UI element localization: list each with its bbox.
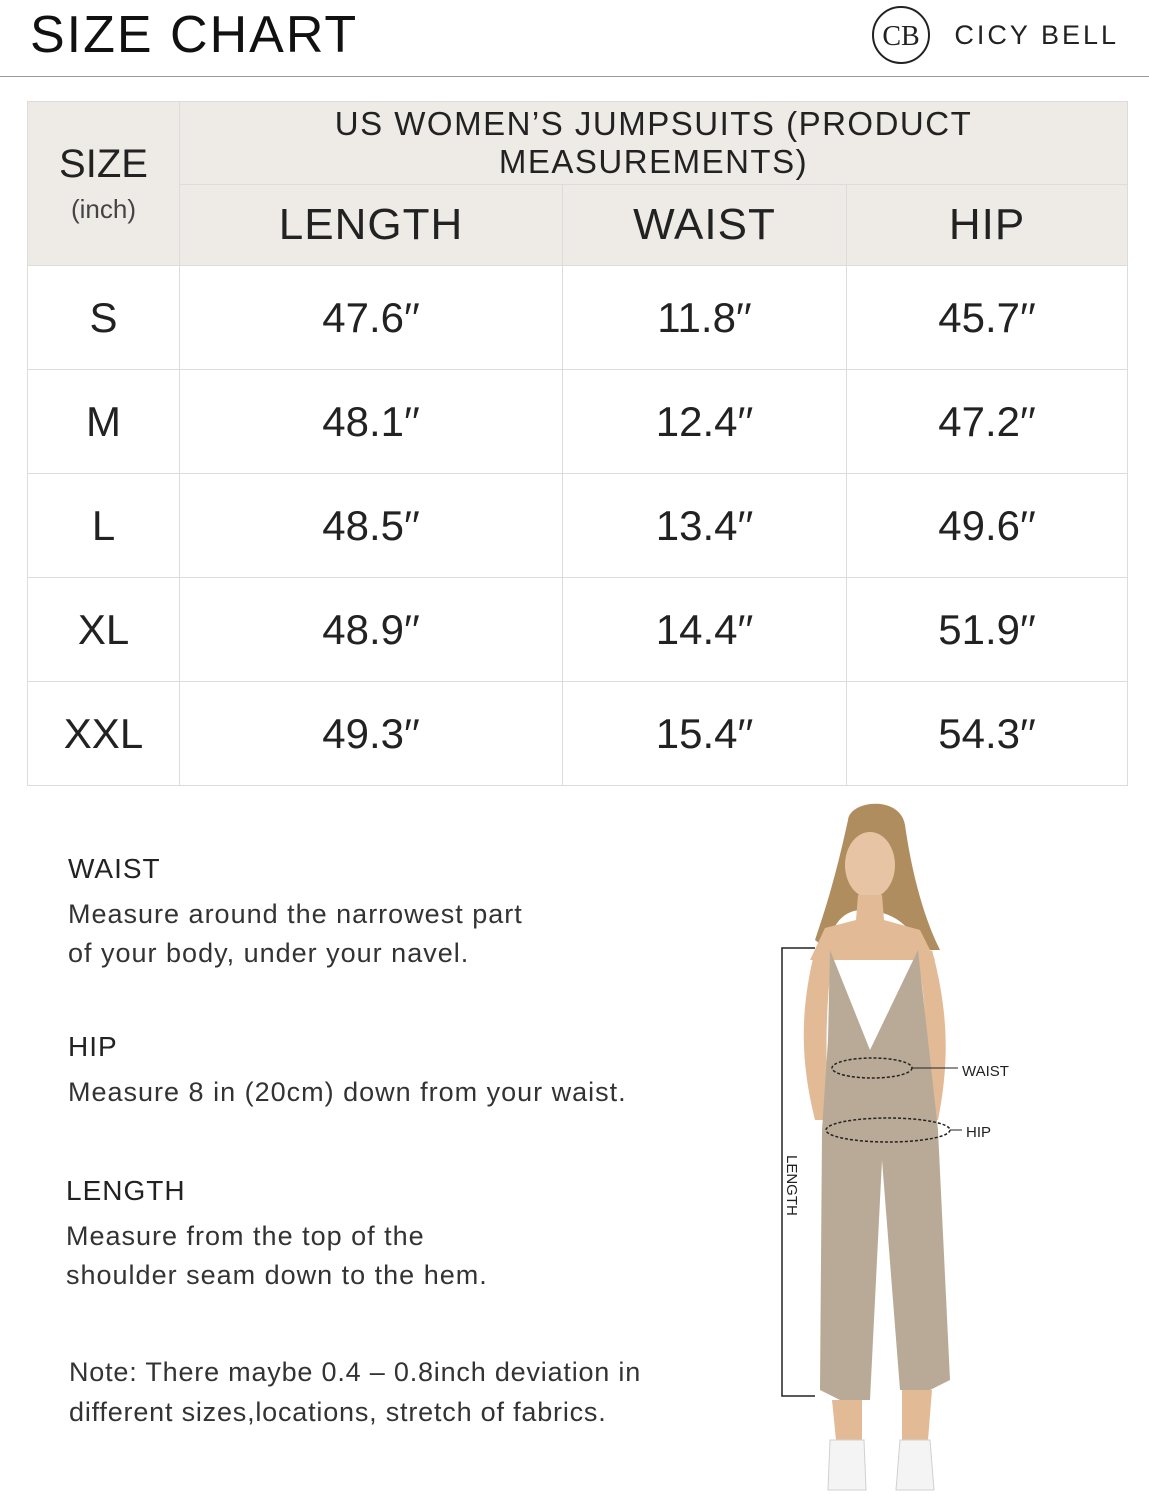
- size-label: SIZE: [59, 142, 148, 186]
- hip-guide: [68, 1031, 627, 1112]
- hip-value: 51.9′′: [847, 578, 1128, 682]
- group-title: US WOMEN’S JUMPSUITS (PRODUCT MEASUREMENTS): [180, 102, 1128, 185]
- hip-text: Measure 8 in (20cm) down from your waist.: [68, 1077, 627, 1107]
- hip-value: 49.6′′: [847, 474, 1128, 578]
- table-row: [28, 474, 1128, 578]
- waist-text-line: Measure around the narrowest part: [68, 899, 523, 929]
- length-value: 47.6′′: [180, 266, 563, 370]
- length-text-line: shoulder seam down to the hem.: [66, 1260, 488, 1290]
- length-value: 48.5′′: [180, 474, 563, 578]
- header-divider: [0, 76, 1149, 77]
- column-header-waist: WAIST: [563, 185, 847, 266]
- waist-value: 14.4′′: [563, 578, 847, 682]
- size-value: XXL: [28, 682, 180, 786]
- length-label: LENGTH: [783, 1155, 800, 1216]
- size-value: M: [28, 370, 180, 474]
- hip-value: 47.2′′: [847, 370, 1128, 474]
- waist-heading: WAIST: [68, 853, 161, 884]
- unit-label: (inch): [70, 194, 136, 224]
- right-ankle-shape: [902, 1390, 932, 1440]
- length-value: 48.9′′: [180, 578, 563, 682]
- table-row: [28, 682, 1128, 786]
- waist-value: 12.4′′: [563, 370, 847, 474]
- length-guide: [66, 1175, 488, 1295]
- hip-value: 54.3′′: [847, 682, 1128, 786]
- table-row: [28, 578, 1128, 682]
- column-header-hip: HIP: [847, 185, 1128, 266]
- left-shoe-shape: [828, 1440, 866, 1490]
- face-shape: [845, 832, 895, 898]
- length-value: 48.1′′: [180, 370, 563, 474]
- length-value: 49.3′′: [180, 682, 563, 786]
- size-value: L: [28, 474, 180, 578]
- page-title: SIZE CHART: [30, 6, 359, 64]
- waist-label: WAIST: [962, 1063, 1009, 1080]
- brand-name: CICY BELL: [954, 19, 1119, 50]
- size-table: [27, 101, 1128, 786]
- note-line: Note: There maybe 0.4 – 0.8inch deviation in: [69, 1357, 642, 1387]
- left-ankle-shape: [832, 1400, 862, 1440]
- waist-value: 15.4′′: [563, 682, 847, 786]
- hip-label: HIP: [966, 1124, 992, 1141]
- waist-value: 11.8′′: [563, 266, 847, 370]
- length-heading: LENGTH: [66, 1175, 186, 1206]
- model-figure: [770, 800, 1030, 1500]
- brand-monogram: CB: [882, 21, 921, 52]
- hip-value: 45.7′′: [847, 266, 1128, 370]
- brand: [870, 6, 1119, 64]
- waist-text-line: of your body, under your navel.: [68, 938, 470, 968]
- table-row: [28, 370, 1128, 474]
- note: [69, 1352, 641, 1432]
- table-row: [28, 266, 1128, 370]
- note-line: different sizes,locations, stretch of fabrics.: [69, 1397, 607, 1427]
- size-value: S: [28, 266, 180, 370]
- size-header-cell: [28, 102, 180, 266]
- brand-logo-icon: [870, 4, 932, 66]
- column-header-length: LENGTH: [180, 185, 563, 266]
- waist-value: 13.4′′: [563, 474, 847, 578]
- waist-guide: [68, 853, 523, 973]
- length-text-line: Measure from the top of the: [66, 1221, 425, 1251]
- hip-heading: HIP: [68, 1031, 118, 1062]
- size-value: XL: [28, 578, 180, 682]
- right-shoe-shape: [896, 1440, 934, 1490]
